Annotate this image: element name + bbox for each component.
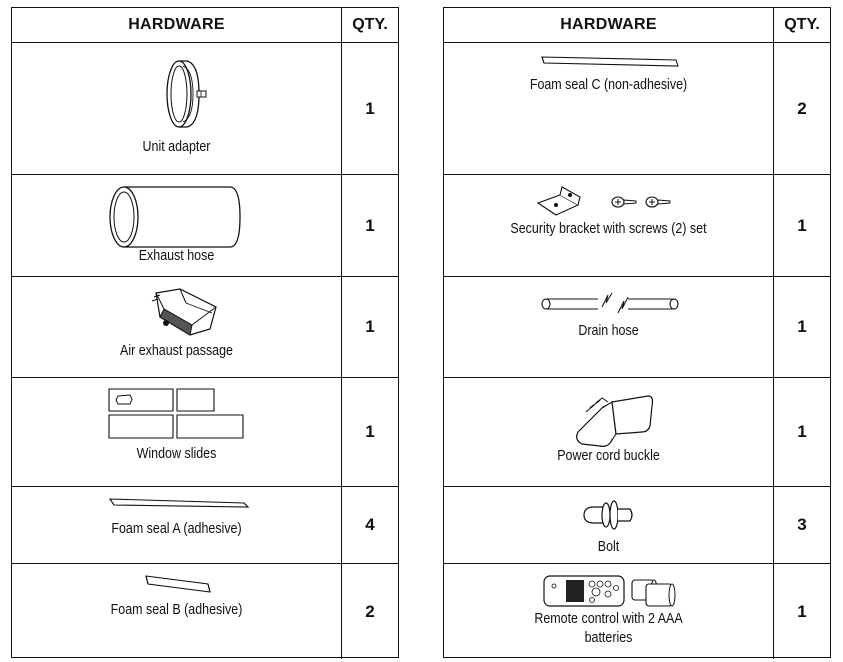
table-row: [444, 175, 830, 277]
item-name: Unit adapter: [142, 139, 211, 155]
bolt-icon: [582, 499, 634, 533]
hardware-cell: [444, 277, 774, 377]
item-name: Foam seal A (adhesive): [111, 521, 242, 537]
hardware-cell: [12, 487, 342, 563]
security-bracket-icon: [536, 185, 676, 217]
item-qty: 1: [797, 601, 807, 621]
table-row: [444, 378, 830, 487]
item-name: Exhaust hose: [138, 248, 215, 264]
table-row: [444, 43, 830, 175]
table-row: [12, 564, 398, 659]
item-name: Remote control with 2 AAA batteries: [534, 611, 683, 646]
item-qty: 1: [365, 422, 375, 441]
item-qty: 1: [797, 317, 807, 336]
table-row: [444, 487, 830, 564]
table-row: [12, 175, 398, 277]
foam-seal-b-icon: [144, 574, 214, 596]
item-qty: 1: [365, 98, 375, 118]
item-qty: 4: [365, 515, 375, 534]
hardware-column-header: HARDWARE: [444, 8, 774, 42]
table-row: [444, 564, 830, 659]
item-name: Security bracket with screws (2) set: [510, 221, 707, 237]
table-row: [12, 43, 398, 175]
unit-adapter-icon: [157, 58, 217, 130]
item-qty: 2: [797, 98, 807, 118]
item-qty: 2: [365, 601, 375, 621]
table-header-row: [12, 8, 398, 43]
item-name: Foam seal C (non-adhesive): [529, 77, 688, 93]
item-name: Air exhaust passage: [119, 343, 233, 359]
item-name: Drain hose: [578, 323, 639, 339]
hardware-cell: [12, 378, 342, 486]
table-row: [444, 277, 830, 378]
window-slides-icon: [108, 388, 246, 440]
item-qty: 1: [797, 215, 807, 235]
table-header-row: [444, 8, 830, 43]
table-row: [12, 277, 398, 378]
remote-control-icon: [542, 574, 680, 608]
item-name: Bolt: [597, 539, 620, 555]
item-name: Foam seal B (adhesive): [110, 602, 243, 618]
table-row: [12, 378, 398, 487]
qty-column-header: QTY.: [784, 16, 820, 33]
foam-seal-c-icon: [540, 55, 680, 69]
qty-column-header: QTY.: [352, 16, 388, 33]
item-name: Window slides: [136, 446, 217, 462]
exhaust-hose-icon: [108, 185, 244, 249]
hardware-cell: [444, 564, 774, 659]
table-row: [12, 487, 398, 564]
hardware-column-header: HARDWARE: [12, 8, 342, 42]
foam-seal-a-icon: [108, 497, 250, 511]
hardware-cell: [12, 43, 342, 174]
hardware-cell: [444, 175, 774, 276]
item-name: Power cord buckle: [557, 448, 660, 464]
hardware-cell: [444, 43, 774, 174]
hardware-cell: [444, 487, 774, 563]
item-qty: 3: [797, 515, 807, 534]
item-qty: 1: [365, 215, 375, 235]
air-exhaust-passage-icon: [150, 287, 222, 337]
hardware-table-right: [443, 7, 831, 658]
hardware-cell: [12, 564, 342, 659]
drain-hose-icon: [540, 293, 680, 317]
hardware-cell: [444, 378, 774, 486]
item-qty: 1: [797, 422, 807, 441]
power-cord-buckle-icon: [572, 392, 656, 450]
item-qty: 1: [365, 317, 375, 336]
hardware-cell: [12, 277, 342, 377]
hardware-cell: [12, 175, 342, 276]
hardware-table-left: [11, 7, 399, 658]
